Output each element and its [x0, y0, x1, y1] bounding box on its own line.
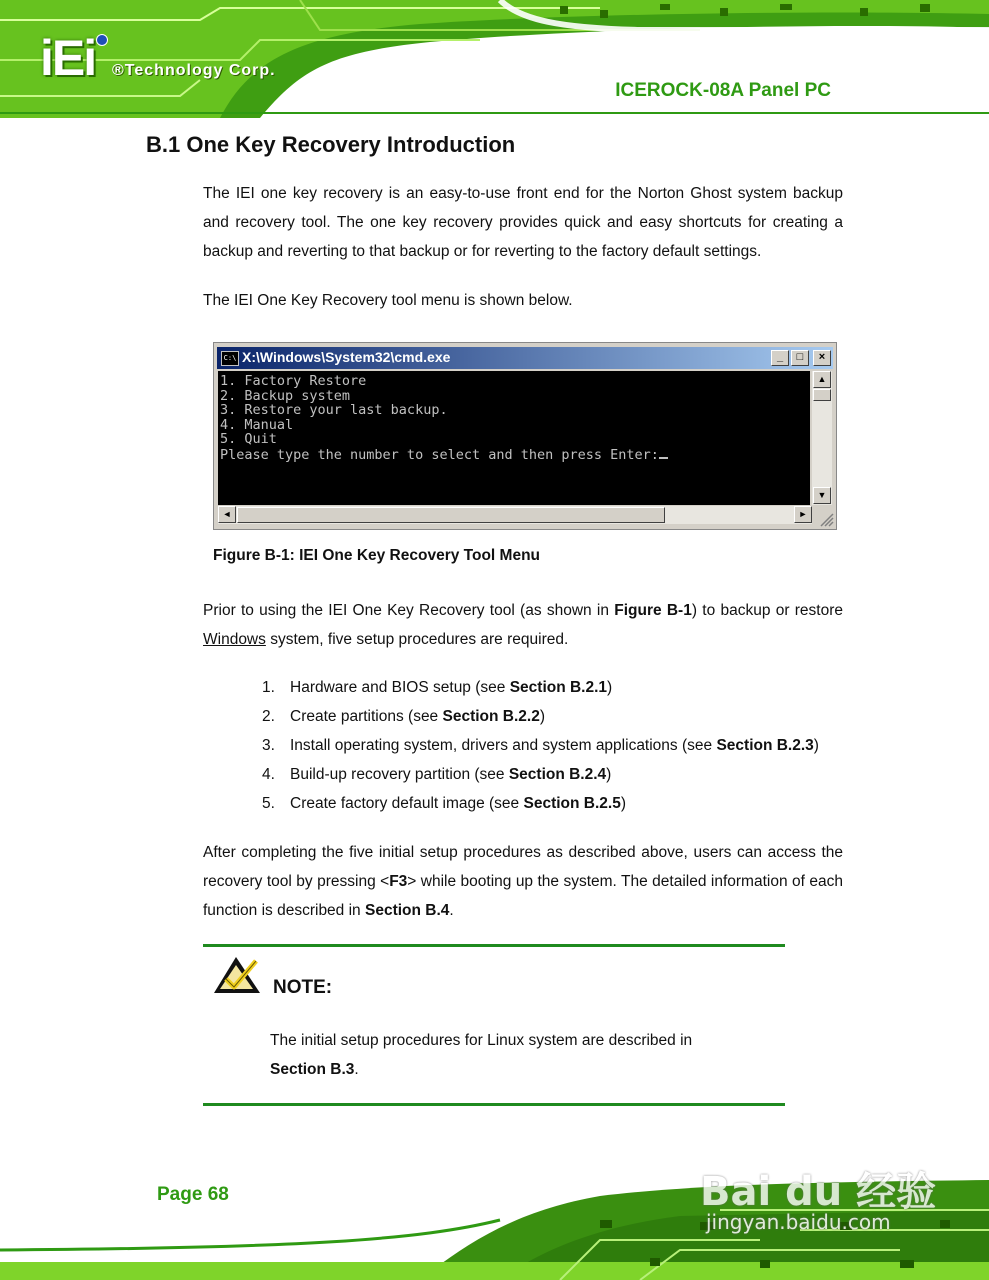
note-top-rule	[203, 944, 785, 947]
step-text: Hardware and BIOS setup (see	[290, 679, 510, 696]
intro-paragraph: The IEI one key recovery is an easy-to-use front end for the Norton Ghost system backup and recovery tool. The one key recovery provides quick and easy shortcuts for creating a backup and reverting to that backup or for reverting to the factory default settings.	[203, 185, 843, 260]
step-number: 1.	[262, 679, 275, 696]
text-run: > while booting up the system. The detailed information of each function is described in	[203, 873, 843, 919]
console-prompt: Please type the number to select and then press Enter:	[220, 446, 659, 463]
console-line: 5. Quit	[220, 431, 277, 448]
key-f3: F3	[389, 873, 408, 890]
scroll-up-button[interactable]: ▲	[813, 371, 831, 388]
logo-dot-icon	[96, 34, 108, 46]
circuit-board-banner	[0, 0, 989, 118]
section-reference: Section B.2.3	[716, 737, 814, 754]
step-text: Build-up recovery partition (see	[290, 766, 509, 783]
step-text: Install operating system, drivers and system applications (see	[290, 737, 717, 754]
step-number: 5.	[262, 795, 275, 812]
text-run: The initial setup procedures for Linux system are described in	[270, 1032, 693, 1049]
page-number: Page 68	[157, 1184, 229, 1205]
figure-reference: Figure B-1	[614, 602, 692, 619]
step-text: Create partitions (see	[290, 708, 443, 725]
note-label: NOTE:	[273, 977, 333, 998]
close-button[interactable]: ×	[813, 350, 831, 366]
cmd-icon: C:\	[221, 351, 239, 366]
intro-paragraph-2: The IEI One Key Recovery tool menu is shown below.	[203, 292, 573, 309]
step-text: Create factory default image (see	[290, 795, 524, 812]
list-item	[262, 760, 819, 789]
horizontal-scroll-thumb[interactable]	[237, 507, 665, 523]
step-number: 2.	[262, 708, 275, 725]
list-item	[262, 789, 819, 818]
resize-grip-icon[interactable]	[818, 511, 834, 527]
step-end: )	[813, 737, 819, 754]
console-line: 3. Restore your last backup.	[220, 402, 448, 419]
section-reference: Section B.2.5	[523, 795, 621, 812]
note-text	[270, 1026, 750, 1084]
text-run: After completing the five initial setup procedures as described above, users can access the recovery tool by pressing <	[203, 844, 843, 890]
text-run: .	[354, 1061, 359, 1078]
vertical-scrollbar[interactable]	[812, 371, 832, 505]
text-run: .	[449, 902, 454, 919]
list-item	[262, 731, 819, 760]
console-line: 1. Factory Restore	[220, 373, 367, 389]
cmd-console	[218, 371, 810, 505]
watermark-logo: Bai du 经验	[700, 1169, 937, 1215]
figure-caption: Figure B-1: IEI One Key Recovery Tool Menu	[213, 547, 540, 564]
section-reference: Section B.2.4	[508, 766, 607, 783]
minimize-button[interactable]: _	[771, 350, 789, 366]
section-reference: Section B.4	[364, 902, 450, 919]
horizontal-scrollbar[interactable]	[218, 506, 812, 524]
step-end: )	[606, 766, 612, 783]
section-title: B.1 One Key Recovery Introduction	[146, 132, 516, 157]
scroll-right-button[interactable]: ►	[794, 506, 812, 523]
console-line: 2. Backup system	[220, 387, 351, 404]
after-paragraph	[203, 838, 843, 925]
cmd-title-bar	[217, 347, 833, 369]
logo-mark: iEi	[40, 30, 96, 86]
cmd-title-text: X:\Windows\System32\cmd.exe	[242, 349, 451, 365]
watermark-url: jingyan.baidu.com	[706, 1210, 891, 1234]
text-run: system, five setup procedures are required.	[265, 631, 569, 648]
note-bottom-rule	[203, 1103, 785, 1106]
text-run: ) to backup or restore	[691, 602, 843, 619]
page-header	[0, 0, 989, 118]
console-prompt-line	[220, 447, 808, 463]
list-item	[262, 702, 819, 731]
maximize-button[interactable]: □	[791, 350, 809, 366]
step-number: 4.	[262, 766, 275, 783]
console-line: 4. Manual	[220, 416, 294, 433]
list-item	[262, 673, 819, 702]
section-reference: Section B.3	[270, 1061, 355, 1078]
vertical-scroll-thumb[interactable]	[813, 389, 831, 401]
section-reference: Section B.2.2	[442, 708, 540, 725]
section-reference: Section B.2.1	[509, 679, 608, 696]
cursor-icon	[659, 447, 668, 459]
step-end: )	[539, 708, 546, 725]
prior-paragraph	[203, 596, 843, 654]
text-run: Prior to using the IEI One Key Recovery tool (as shown in	[203, 602, 615, 619]
product-name: ICEROCK-08A Panel PC	[615, 80, 831, 101]
step-number: 3.	[262, 737, 275, 754]
scroll-left-button[interactable]: ◄	[218, 506, 236, 523]
cmd-window-figure	[213, 342, 837, 530]
note-check-icon	[212, 955, 264, 997]
scroll-down-button[interactable]: ▼	[813, 487, 831, 504]
windows-term: Windows	[203, 631, 266, 648]
setup-steps-list	[262, 673, 819, 818]
logo-tagline: ®Technology Corp.	[112, 62, 276, 79]
step-end: )	[607, 679, 613, 696]
step-end: )	[620, 795, 626, 812]
